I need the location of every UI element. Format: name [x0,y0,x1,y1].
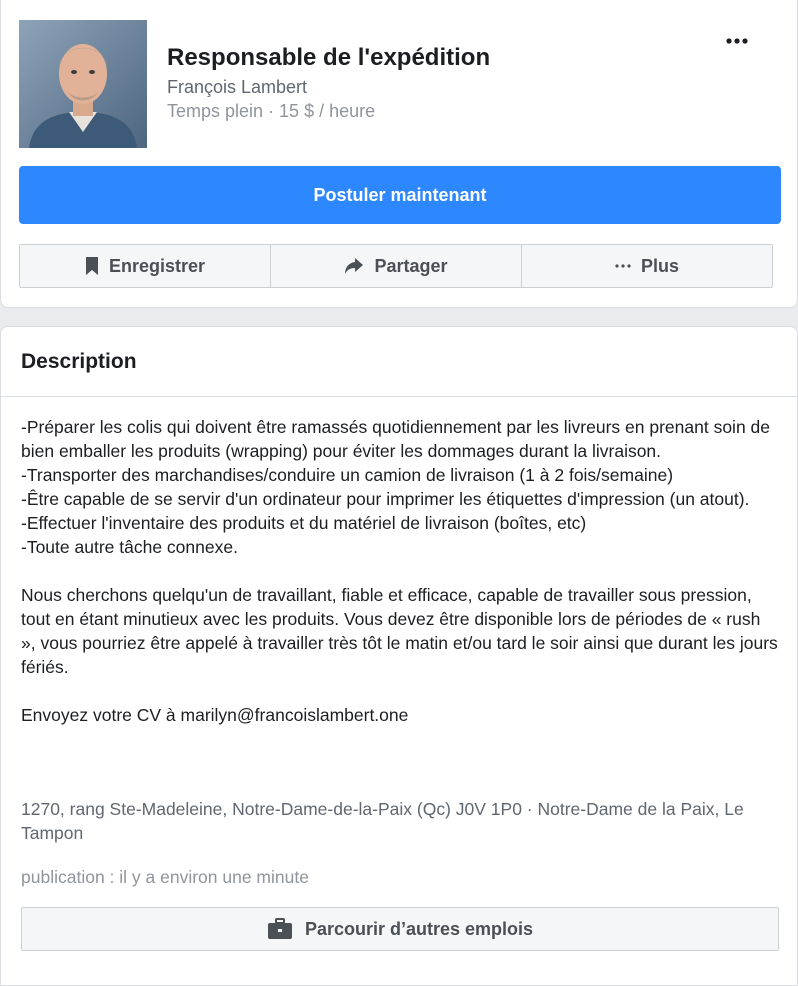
share-arrow-icon [344,257,364,275]
job-title: Responsable de l'expédition [167,44,491,71]
briefcase-icon [267,918,293,940]
bookmark-icon [85,256,99,276]
description-paragraph: Nous cherchons quelqu'un de travaillant, fiable et efficace, capable de travailler sous pression, tout en étant minutieux avec les produits. Vous devez être disponible lors de périodes de « rush », vous pourriez être appelé à travailler très tôt le matin et/ou tard le soir ainsi que durant les jours fériés. [21,585,778,677]
share-label: Partager [374,255,448,276]
job-actions-bar [19,244,773,288]
options-button[interactable] [717,26,757,56]
share-button[interactable] [270,245,521,287]
save-label: Enregistrer [108,255,206,276]
browse-label: Parcourir d’autres emplois [304,918,534,939]
description-heading: Description [1,327,797,397]
posted-time: publication : il y a environ une minute [21,867,309,887]
more-horizontal-icon [615,264,631,268]
avatar-photo [19,20,147,148]
poster-avatar[interactable] [19,20,147,148]
contact-line: Envoyez votre CV à marilyn@francoislambert.one [21,705,409,725]
description-line: -Transporter des marchandises/conduire un camion de livraison (1 à 2 fois/semaine) [21,465,674,485]
description-line: -Être capable de se servir d'un ordinateur pour imprimer les étiquettes d'impression (un atout). [21,489,750,509]
description-line: -Préparer les colis qui doivent être ramassés quotidiennement par les livreurs en prenant soin de bien emballer les produits (wrapping) pour éviter les dommages durant la livraison. [21,417,771,461]
more-button[interactable] [521,245,772,287]
save-button[interactable] [20,245,270,287]
apply-now-button[interactable]: Postuler maintenant [19,166,781,224]
description-line: -Effectuer l'inventaire des produits et du matériel de livraison (boîtes, etc) [21,513,587,533]
browse-other-jobs-button[interactable] [21,907,779,951]
job-meta: Temps plein · 15 $ / heure [167,101,376,121]
more-label: Plus [640,255,679,276]
description-body [21,415,779,727]
job-header-card [0,0,798,308]
description-line: -Toute autre tâche connexe. [21,537,238,557]
job-address: 1270, rang Ste-Madeleine, Notre-Dame-de-la-Paix (Qc) J0V 1P0 · Notre-Dame de la Paix, Le Tampon [21,799,744,843]
job-poster-name[interactable]: François Lambert [167,77,308,97]
more-horizontal-icon [726,38,748,44]
description-card [0,326,798,986]
